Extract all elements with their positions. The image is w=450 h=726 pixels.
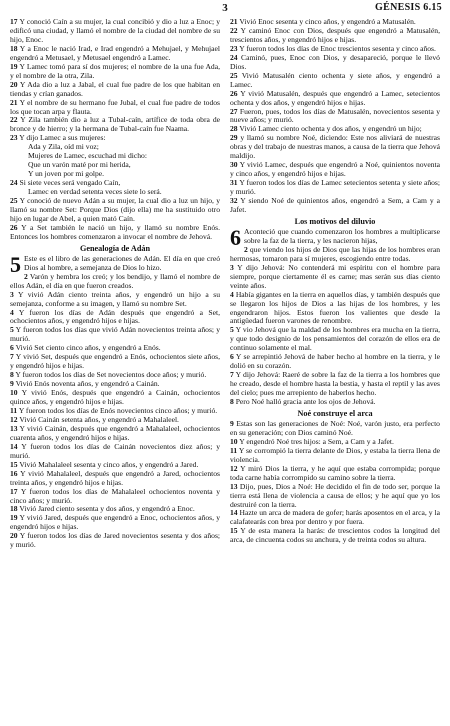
verse (10, 514, 220, 532)
chapter-start (230, 224, 440, 250)
verse-number: 25 (230, 70, 238, 80)
verse-text: Este es el libro de las generaciones de Adán. El día en que creó Dios al hombre, a semejanza de Dios lo hizo. (24, 253, 220, 272)
verse-number: 31 (230, 178, 238, 188)
verse-number: 17 (10, 17, 18, 26)
verse-text: Y fueron todos los días que vivió Adán novecientos treinta años; y murió. (10, 325, 220, 344)
poem-line: Y un joven por mi golpe. (28, 169, 105, 179)
verse (10, 389, 220, 407)
verse (10, 63, 220, 81)
verse-number: 16 (10, 468, 18, 478)
verse (230, 509, 440, 527)
verse-text: Y Ada dio a luz a Jabal, el cual fue padre de los que habitan en tiendas y crían ganados. (10, 79, 220, 98)
verse-number: 8 (10, 370, 14, 380)
verse-number: 26 (10, 222, 18, 232)
poem-line: Si siete veces será vengado Caín, (19, 178, 121, 188)
verses-genesis-4-end (10, 197, 220, 242)
poem-lamec-2 (10, 179, 220, 197)
verse-text: Varón y hembra los creó; y los bendijo, y llamó el nombre de ellos Adán, el día en que fueron creados. (10, 271, 220, 290)
running-head: GÉNESIS 6.15 (375, 2, 442, 13)
verse-number: 12 (230, 463, 238, 473)
poem-lamec-1 (10, 143, 220, 179)
verse (230, 527, 440, 545)
verse-text: Y vivió Cainán, después que engendró a Mahalaleel, ochocientos cuarenta años, y engendró hijos e hijas. (10, 423, 220, 442)
verse-text: Había gigantes en la tierra en aquellos días, y también después que se llegaron los hijos de Dios a las hijas de los hombres, y les engendraron hijos. Estos fueron los valientes que desde la antigüedad fueron varones de renombre. (230, 289, 441, 326)
verse-number: 28 (230, 124, 238, 134)
verse-text: Y vivió Matusalén, después que engendró a Lamec, setecientos ochenta y dos años, y engendró hijos e hijas. (230, 88, 440, 107)
verse-text: y llamó su nombre Noé, diciendo: Este nos aliviará de nuestras obras y del trabajo de nuestras manos, a causa de la tierra que Jehová maldijo. (230, 133, 441, 161)
verse-number: 10 (230, 436, 238, 446)
verse-number: 2 (24, 271, 28, 281)
verse (10, 116, 220, 134)
verse-number: 11 (230, 445, 238, 455)
verse-number: 7 (230, 370, 234, 380)
verse-number: 9 (10, 379, 14, 389)
verse (10, 197, 220, 224)
verse-number: 21 (10, 97, 18, 107)
verse (10, 291, 220, 309)
verse-number: 10 (10, 388, 18, 398)
verse-number: 22 (10, 115, 18, 125)
verse-number: 13 (230, 481, 238, 491)
verse (10, 326, 220, 344)
verse (230, 54, 440, 72)
verse-number: 29 (230, 133, 238, 143)
verse (10, 488, 220, 506)
verse-number: 14 (230, 508, 238, 518)
verse-number: 32 (230, 196, 238, 206)
verse-number: 3 (230, 262, 234, 272)
verse-text: Hazte un arca de madera de gofer; harás aposentos en el arca, y la calafatearás con brea por dentro y por fuera. (230, 508, 440, 527)
verse-text: Y Lamec tomó para sí dos mujeres; el nombre de la una fue Ada, y el nombre de la otra, Zila. (10, 61, 221, 80)
verse (10, 353, 220, 371)
verse-number: 3 (10, 289, 14, 299)
verse-number: 26 (230, 88, 238, 98)
verse-text: Fueron, pues, todos los días de Matusalén, novecientos sesenta y nueve años; y murió. (230, 106, 440, 125)
verse-text: Y vivió Lamec, después que engendró a Noé, quinientos noventa y cinco años, y engendró hijos e hijas. (230, 160, 440, 179)
verses-genesis-6-arca (230, 420, 440, 545)
verse-number: 14 (10, 441, 18, 451)
verse-number: 24 (10, 178, 18, 188)
chapter-number: 6 (230, 224, 241, 250)
verse (10, 532, 220, 550)
verse-number: 15 (10, 459, 18, 469)
verse-text: Y vivió Set, después que engendró a Enós, ochocientos siete años, y engendró hijos e hijas. (10, 352, 220, 371)
verse-number: 18 (10, 504, 18, 514)
verse (230, 326, 440, 353)
verse-number: 13 (10, 423, 18, 433)
verse (230, 179, 440, 197)
verse-text: Estas son las generaciones de Noé: Noé, varón justo, era perfecto en su generación; con Dios caminó Noé. (230, 418, 440, 437)
verse (10, 224, 220, 242)
verse-number: 24 (230, 52, 238, 62)
verse (230, 465, 440, 483)
verse-text: Vivió Set ciento cinco años, y engendró a Enós. (15, 343, 161, 353)
verse-number: 12 (10, 414, 18, 424)
verse-text: que viendo los hijos de Dios que las hijas de los hombres eran hermosas, tomaron para sí mujeres, escogiendo entre todas. (230, 244, 441, 263)
verse-text: Vivió Cainán setenta años, y engendró a Mahalaleel. (19, 414, 179, 424)
verse-text: Y engendró Noé tres hijos: a Sem, a Cam y a Jafet. (239, 436, 394, 446)
verse (230, 420, 440, 438)
verse-text: Y caminó Enoc con Dios, después que engendró a Matusalén, trescientos años, y engendró hijos e hijas. (230, 25, 440, 44)
verse-number: 17 (10, 486, 18, 496)
verse-number: 4 (10, 307, 14, 317)
verse-text: Y se corrompió la tierra delante de Dios, y estaba la tierra llena de violencia. (230, 445, 440, 464)
verse-text: Y miró Dios la tierra, y he aquí que estaba corrompida; porque toda carne había corrompido su camino sobre la tierra. (230, 463, 440, 482)
verses-genesis-5-end (230, 18, 440, 215)
verse-text: Y se arrepintió Jehová de haber hecho al hombre en la tierra, y le dolió en su corazón. (230, 352, 440, 371)
verse (230, 447, 440, 465)
verse-text: Y conoció de nuevo Adán a su mujer, la cual dio a luz un hijo, y llamó su nombre Set: Porque Dios (dijo ella) me ha sustituido otro hijo en lugar de Abel, a quien mató Caín. (10, 196, 220, 223)
verses-genesis-6 (230, 246, 440, 407)
verse-text: Pero Noé halló gracia ante los ojos de Jehová. (235, 397, 376, 407)
verses-genesis-4 (10, 18, 220, 143)
verse-text: Y fueron todos los días de Enós novecientos cinco años; y murió. (18, 405, 218, 415)
verse-text: Y de esta manera la harás: de trescientos codos la longitud del arca, de cincuenta codos su anchura, y de treinta codos su altura. (230, 526, 440, 545)
verse (230, 264, 440, 291)
verse-text: Vivió Enoc sesenta y cinco años, y engendró a Matusalén. (239, 17, 416, 26)
verse-text: Y fueron todos los días de Mahalaleel ochocientos noventa y cinco años; y murió. (10, 486, 220, 505)
verse-text: Y fueron todos los días de Enoc trescientos sesenta y cinco años. (239, 43, 436, 53)
verse-text: Y vivió Jared, después que engendró a Enoc, ochocientos años, y engendró hijos e hijas. (10, 513, 221, 532)
poem-line: Lamec en verdad setenta veces siete lo será. (28, 187, 162, 197)
verse-number: 7 (10, 352, 14, 362)
verse-text: Y vio Jehová que la maldad de los hombres era mucha en la tierra, y que todo designio de los pensamientos del corazón de ellos era de continuo solamente el mal. (230, 325, 440, 353)
verse (230, 246, 440, 264)
verse-text: Y fueron los días de Adán después que engendró a Set, ochocientos años, y engendró hijos e hijas. (10, 307, 220, 326)
verse-text: Vivió Enós noventa años, y engendró a Cainán. (15, 379, 160, 389)
verse-number: 11 (10, 405, 18, 415)
verse-number: 21 (230, 17, 238, 26)
verse-number: 23 (230, 43, 238, 53)
verse-text: Y Zila también dio a luz a Tubal-caín, artífice de toda obra de bronce y de hierro; y la hermana de Tubal-caín fue Naama. (10, 115, 220, 134)
section-heading: Noé construye el arca (297, 408, 373, 418)
verse-text: Vivió Jared ciento sesenta y dos años, y engendró a Enoc. (19, 504, 195, 514)
verse (10, 45, 220, 63)
verse-text: Y fueron todos los días de Lamec setecientos setenta y siete años; y murió. (230, 178, 440, 197)
verse-number: 15 (230, 526, 238, 536)
verse-text: Y fueron todos los días de Jared novecientos sesenta y dos años; y murió. (10, 531, 221, 550)
verse (230, 371, 440, 398)
verse-number: 5 (10, 325, 14, 335)
verse-text: Aconteció que cuando comenzaron los hombres a multiplicarse sobre la faz de la tierra, y les nacieron hijas, (244, 226, 440, 245)
verse-number: 18 (10, 43, 18, 53)
verse (230, 398, 440, 407)
verses-genesis-5 (10, 273, 220, 551)
verse (10, 273, 220, 291)
verse (10, 309, 220, 327)
chapter-start (10, 251, 220, 277)
verse-number: 6 (10, 343, 14, 353)
verse-number: 19 (10, 61, 18, 71)
verse-number: 27 (230, 106, 238, 116)
verse (230, 353, 440, 371)
verse (230, 27, 440, 45)
verse (10, 443, 220, 461)
verse-text: Y dijo Lamec a sus mujeres: (19, 133, 106, 143)
verse (230, 291, 440, 327)
verse (10, 81, 220, 99)
verse-text: Y vivió Enós, después que engendró a Cainán, ochocientos quince años, y engendró hijos e hijas. (10, 388, 220, 407)
verse (230, 197, 440, 215)
chapter-number: 5 (10, 251, 21, 277)
verse-number: 5 (230, 325, 234, 335)
verse-number: 19 (10, 513, 18, 523)
verse (230, 161, 440, 179)
verse-number: 30 (230, 160, 238, 170)
verse-number: 25 (10, 196, 18, 206)
verse-text: Y fueron todos los días de Set novecientos doce años; y murió. (15, 370, 207, 380)
verse-text: Y dijo Jehová: Raeré de sobre la faz de la tierra a los hombres que he creado, desde el hombre hasta la bestia, y hasta el reptil y las aves del cielo; pues me arrepiento de haberlos hecho. (230, 370, 441, 398)
verse (10, 18, 220, 45)
verse-text: Vivió Lamec ciento ochenta y dos años, y engendró un hijo; (239, 124, 422, 134)
left-column (10, 18, 220, 550)
verse (230, 72, 440, 90)
verse-number: 4 (230, 289, 234, 299)
verse-text: Y vivió Mahalaleel, después que engendró a Jared, ochocientos treinta años, y engendró hijos e hijas. (10, 468, 220, 487)
verse-text: Y a Enoc le nació Irad, e Irad engendró a Mehujael, y Mehujael engendró a Metusael, y Metusael engendró a Lamec. (10, 43, 220, 62)
verse-text: Y a Set también le nació un hijo, y llamó su nombre Enós. Entonces los hombres comenzaron a invocar el nombre de Jehová. (10, 222, 221, 241)
verse-text: Vivió Mahalaleel sesenta y cinco años, y engendró a Jared. (19, 459, 199, 469)
verse-text: Y conoció Caín a su mujer, la cual concibió y dio a luz a Enoc; y edificó una ciudad, y llamó el nombre de la ciudad del nombre de su hijo, Enoc. (10, 17, 220, 44)
verse (10, 470, 220, 488)
poem-line: Ada y Zila, oíd mi voz; (28, 142, 99, 152)
page-header (0, 2, 450, 16)
verse (230, 134, 440, 161)
right-column (230, 18, 440, 545)
verse (230, 108, 440, 126)
verse-number: 22 (230, 25, 238, 35)
verse-number: 23 (10, 133, 18, 143)
verse-number: 8 (230, 397, 234, 407)
section-heading: Genealogía de Adán (79, 243, 151, 253)
section-heading: Los motivos del diluvio (294, 216, 376, 226)
poem-line: Que un varón maté por mi herida, (28, 160, 131, 170)
verse (10, 425, 220, 443)
verse-number: 20 (10, 79, 18, 89)
verse (230, 90, 440, 108)
verse-text: Vivió Matusalén ciento ochenta y siete años, y engendró a Lamec. (230, 70, 441, 89)
verse-text: Y fueron todos los días de Cainán novecientos diez años; y murió. (10, 441, 220, 460)
verse (230, 483, 440, 510)
page-number: 3 (222, 2, 228, 14)
verse (10, 99, 220, 117)
verse-number: 2 (244, 244, 248, 254)
verse-number: 20 (10, 531, 18, 541)
verse-number: 9 (230, 418, 234, 428)
verse-number: 6 (230, 352, 234, 362)
poem-line: Mujeres de Lamec, escuchad mi dicho: (28, 151, 147, 161)
verse-text: Y siendo Noé de quinientos años, engendró a Sem, a Cam y a Jafet. (230, 196, 440, 215)
verse-text: Y vivió Adán ciento treinta años, y engendró un hijo a su semejanza, conforme a su imagen, y llamó su nombre Set. (10, 289, 220, 308)
verse-text: Y dijo Jehová: No contenderá mi espíritu con el hombre para siempre, porque ciertamente él es carne; mas serán sus días ciento veinte años. (230, 262, 440, 290)
verse-text: Dijo, pues, Dios a Noé: He decidido el fin de todo ser, porque la tierra está llena de violencia a causa de ellos; y he aquí que yo los destruiré con la tierra. (230, 481, 440, 509)
verse-text: Y el nombre de su hermano fue Jubal, el cual fue padre de todos los que tocan arpa y flauta. (10, 97, 220, 116)
verse-text: Caminó, pues, Enoc con Dios, y desapareció, porque le llevó Dios. (230, 52, 440, 71)
